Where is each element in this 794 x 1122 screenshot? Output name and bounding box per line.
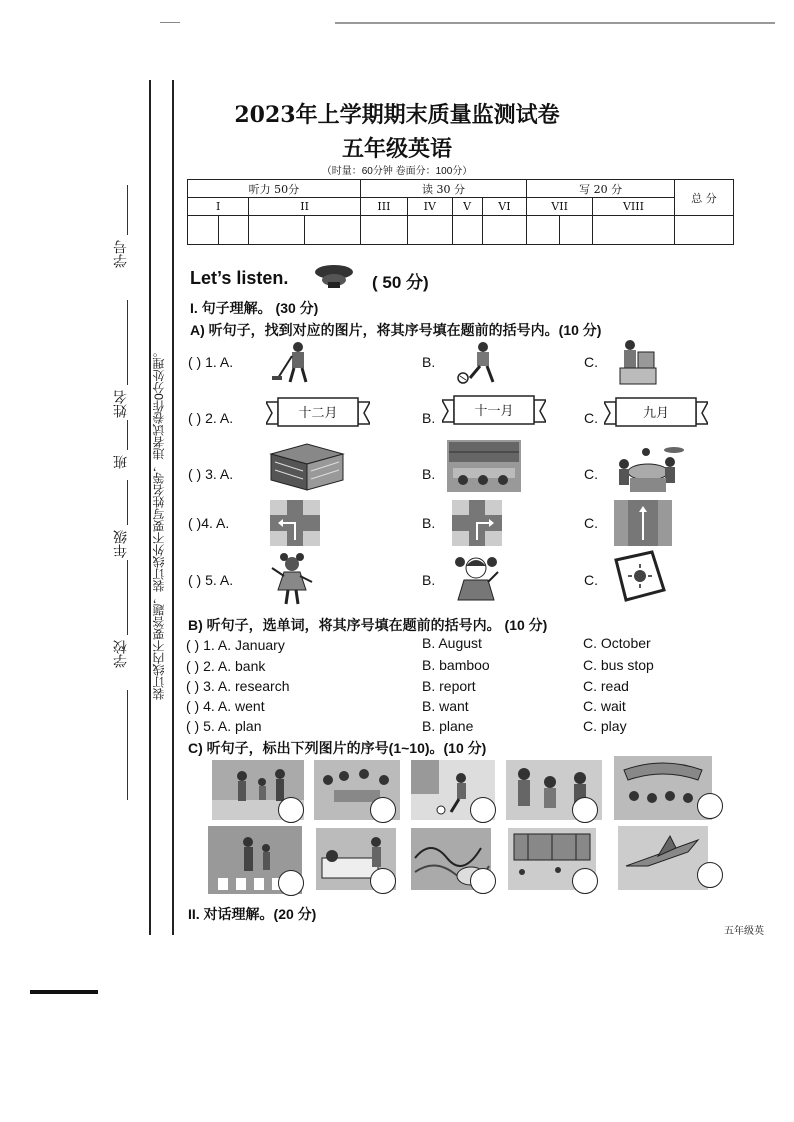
a-q5-c: C. xyxy=(584,572,598,588)
part1-heading: I. 句子理解。 (30 分) xyxy=(190,300,319,316)
blank-school-lower xyxy=(127,690,128,800)
score-cell[interactable] xyxy=(482,216,527,245)
blank-class xyxy=(127,420,128,450)
label-school: 学校 xyxy=(112,640,128,668)
banner-december-text: 十二月 xyxy=(298,406,338,421)
boy-playing-football-image xyxy=(455,340,505,386)
a-q4-label: ( )4. A. xyxy=(188,515,230,531)
col-iv: IV xyxy=(407,198,452,216)
score-cell[interactable] xyxy=(249,216,305,245)
score-cell[interactable] xyxy=(188,216,219,245)
header-writing: 写 20 分 xyxy=(527,180,675,198)
answer-circle-7[interactable] xyxy=(370,868,396,894)
a-q4-b: B. xyxy=(422,515,436,531)
b-q3: ( ) 3. A. research xyxy=(186,678,290,694)
blank-number xyxy=(127,185,128,235)
a-q4-c: C. xyxy=(584,515,598,531)
b-q2: ( ) 2. A. bank xyxy=(186,658,266,674)
restaurant-image xyxy=(610,444,688,494)
answer-circle-4[interactable] xyxy=(572,797,598,823)
col-v: V xyxy=(452,198,482,216)
b-q2-c: C. bus stop xyxy=(583,657,654,673)
a-q2-c: C. xyxy=(584,410,598,426)
blank-school xyxy=(127,560,128,635)
a-q3-b: B. xyxy=(422,466,436,482)
painting-image xyxy=(612,550,668,602)
turn-right-image xyxy=(452,500,502,546)
score-table xyxy=(187,179,734,245)
top-rule-right xyxy=(335,22,775,24)
boy-sweeping-image xyxy=(268,340,318,384)
listen-heading: Let’s listen. xyxy=(190,268,289,288)
part-b-instruction: B) 听句子，选单词，将其序号填在题前的括号内。 (10 分) xyxy=(188,617,548,633)
col-vi: VI xyxy=(482,198,527,216)
answer-circle-3[interactable] xyxy=(470,797,496,823)
a-q1-b: B. xyxy=(422,354,436,370)
exam-title: 2023年上学期期末质量监测试卷 xyxy=(234,102,560,128)
b-q4-b: B. want xyxy=(422,698,469,714)
score-cell[interactable] xyxy=(675,216,734,245)
page-footer: 五年级英 xyxy=(724,926,764,937)
a-q3-c: C. xyxy=(584,466,598,482)
a-q2-label: ( ) 2. A. xyxy=(188,410,234,426)
label-number: 学号 xyxy=(112,240,128,268)
b-q5: ( ) 5. A. plan xyxy=(186,718,262,734)
col-vii: VII xyxy=(527,198,593,216)
label-name: 姓名 xyxy=(112,390,128,418)
building-image xyxy=(265,440,347,492)
exam-subtitle: 五年级英语 xyxy=(341,136,452,162)
answer-circle-10[interactable] xyxy=(697,862,723,888)
c-picture-plane xyxy=(618,826,708,890)
score-cell[interactable] xyxy=(218,216,249,245)
answer-circle-6[interactable] xyxy=(278,870,304,896)
a-q5-label: ( ) 5. A. xyxy=(188,572,234,588)
headphones-icon xyxy=(312,262,356,290)
answer-circle-9[interactable] xyxy=(572,868,598,894)
a-q3-label: ( ) 3. A. xyxy=(188,466,234,482)
col-viii: VIII xyxy=(592,198,674,216)
score-cell[interactable] xyxy=(304,216,360,245)
go-straight-image xyxy=(614,500,672,546)
label-class: 班 xyxy=(112,455,128,469)
binding-notice: 装订线内不要答题，装订线外不要写姓名等，违者试卷作0分处理。 xyxy=(152,345,166,700)
score-cell[interactable] xyxy=(592,216,674,245)
listen-score: ( 50 分) xyxy=(372,273,429,292)
blank-grade xyxy=(127,480,128,525)
b-q4: ( ) 4. A. went xyxy=(186,698,265,714)
part-c-instruction: C) 听句子，标出下列图片的序号(1~10)。(10 分) xyxy=(188,740,487,756)
b-q5-b: B. plane xyxy=(422,718,474,734)
a-q1-label: ( ) 1. A. xyxy=(188,354,234,370)
col-iii: III xyxy=(360,198,407,216)
b-q1: ( ) 1. A. January xyxy=(186,637,285,653)
label-grade: 年级 xyxy=(112,530,128,558)
answer-circle-2[interactable] xyxy=(370,797,396,823)
b-q3-c: C. read xyxy=(583,678,629,694)
col-ii: II xyxy=(249,198,360,216)
b-q1-c: C. October xyxy=(583,635,651,651)
b-q2-b: B. bamboo xyxy=(422,657,490,673)
score-cell[interactable] xyxy=(407,216,452,245)
exam-time-note: （时量：60分钟 卷面分：100分） xyxy=(321,166,473,177)
library-image xyxy=(447,440,521,492)
blank-name xyxy=(127,300,128,385)
b-q4-c: C. wait xyxy=(583,698,626,714)
a-q5-b: B. xyxy=(422,572,436,588)
header-reading: 读 30 分 xyxy=(360,180,526,198)
girl-dancing-image xyxy=(268,552,316,608)
turn-left-image xyxy=(270,500,320,546)
col-i: I xyxy=(188,198,249,216)
b-q1-b: B. August xyxy=(422,635,482,651)
girl-waving-image xyxy=(446,552,506,602)
binding-line-inner xyxy=(172,80,174,935)
top-rule-left xyxy=(160,22,180,23)
answer-circle-1[interactable] xyxy=(278,797,304,823)
answer-circle-5[interactable] xyxy=(697,793,723,819)
bottom-left-rule xyxy=(30,990,98,994)
part-a-instruction: A) 听句子，找到对应的图片，将其序号填在题前的括号内。(10 分) xyxy=(190,322,602,338)
score-cell[interactable] xyxy=(360,216,407,245)
answer-circle-8[interactable] xyxy=(470,868,496,894)
b-q5-c: C. play xyxy=(583,718,627,734)
b-q3-b: B. report xyxy=(422,678,476,694)
banner-november-text: 十一月 xyxy=(474,404,514,419)
person-cooking-image xyxy=(612,338,662,386)
part2-heading: II. 对话理解。(20 分) xyxy=(188,906,317,922)
header-listening: 听力 50分 xyxy=(188,180,361,198)
score-cell[interactable] xyxy=(560,216,593,245)
banner-september-text: 九月 xyxy=(642,406,669,421)
score-cell[interactable] xyxy=(452,216,482,245)
header-total: 总 分 xyxy=(675,180,734,216)
a-q1-c: C. xyxy=(584,354,598,370)
a-q2-b: B. xyxy=(422,410,436,426)
score-cell[interactable] xyxy=(527,216,560,245)
